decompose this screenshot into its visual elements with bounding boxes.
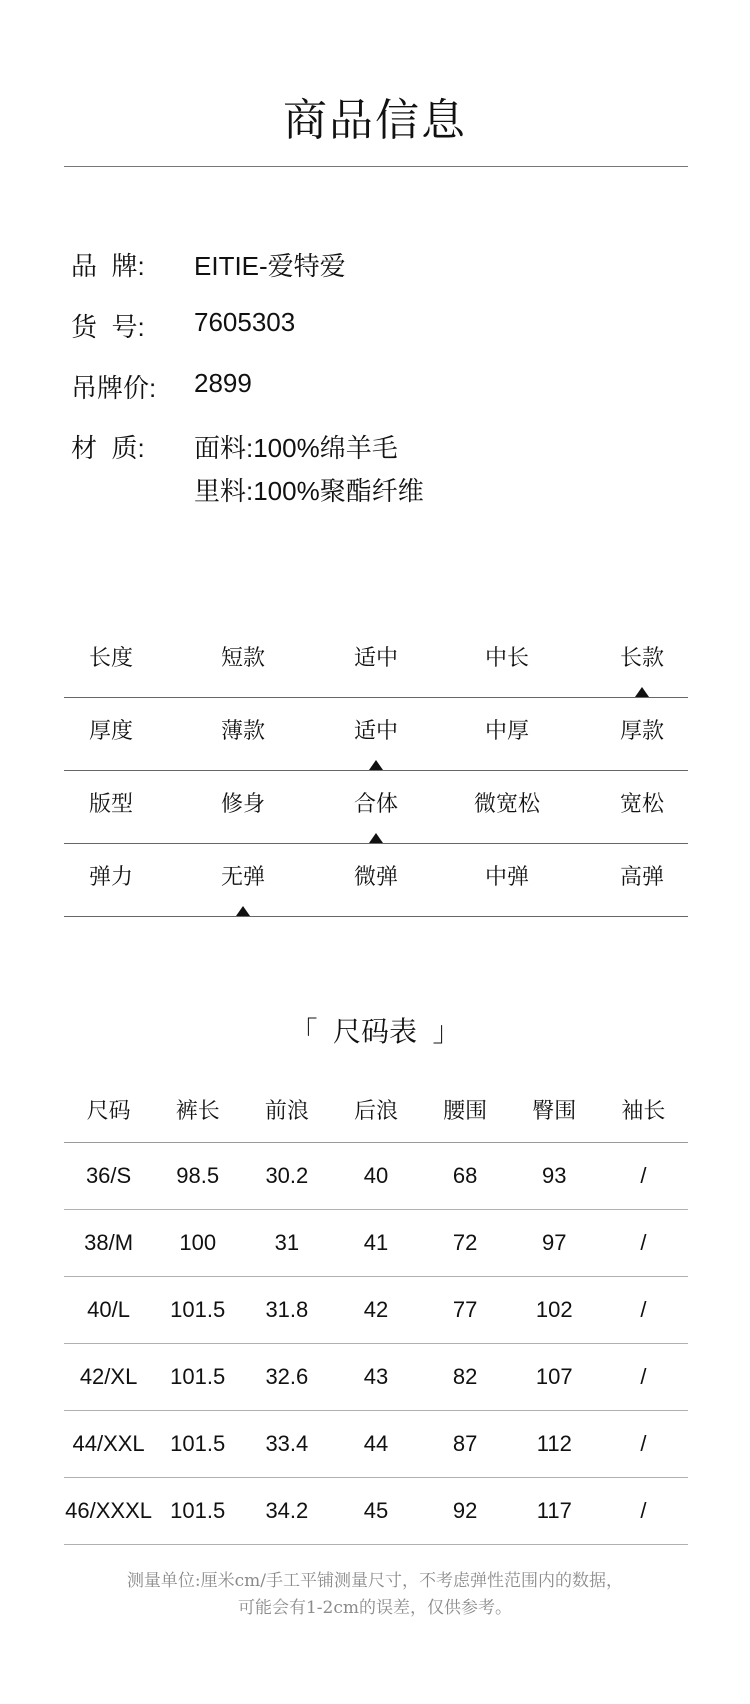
row-divider [64, 916, 688, 917]
column-header: 袖长 [599, 1076, 688, 1143]
size-chart-title: 「 尺码表 」 [289, 1016, 461, 1047]
page-title: 商品信息 [283, 96, 467, 145]
table-cell: 77 [421, 1277, 510, 1344]
column-header: 尺码 [64, 1076, 153, 1143]
table-cell: 41 [331, 1210, 420, 1277]
attribute-option [183, 698, 303, 771]
sku-value: 7605303 [194, 307, 296, 337]
table-cell: 36/S [64, 1143, 153, 1210]
attribute-name [51, 771, 171, 844]
size-chart-note [0, 1568, 750, 1622]
attribute-option [447, 625, 567, 698]
attribute-name-label: 长度 [88, 645, 133, 670]
table-cell: 32.6 [242, 1344, 331, 1411]
attribute-option-label: 合体 [353, 791, 398, 816]
table-cell: 82 [421, 1344, 510, 1411]
attribute-option [316, 771, 436, 844]
table-cell: 97 [510, 1210, 599, 1277]
table-row [64, 1478, 688, 1545]
table-cell: / [599, 1411, 688, 1478]
attribute-option [582, 771, 702, 844]
table-cell: 42/XL [64, 1344, 153, 1411]
table-row [64, 1344, 688, 1411]
table-cell: 44/XXL [64, 1411, 153, 1478]
attribute-option-label: 无弹 [220, 864, 265, 889]
table-cell: 107 [510, 1344, 599, 1411]
column-header: 臀围 [510, 1076, 599, 1143]
table-row [64, 1411, 688, 1478]
attribute-option-label: 适中 [353, 645, 398, 670]
material-lining: 里料:100%聚酯纤维 [194, 476, 424, 506]
table-cell: 101.5 [153, 1478, 242, 1545]
attribute-option-label: 中长 [484, 645, 529, 670]
attribute-name [51, 625, 171, 698]
table-cell: 38/M [64, 1210, 153, 1277]
attribute-option [316, 625, 436, 698]
attribute-row [64, 625, 688, 698]
table-cell: / [599, 1143, 688, 1210]
brand-label: 品 牌: [71, 251, 145, 281]
table-cell: 117 [510, 1478, 599, 1545]
column-header: 裤长 [153, 1076, 242, 1143]
column-header: 前浪 [242, 1076, 331, 1143]
attribute-option-label: 短款 [220, 645, 265, 670]
attribute-option [316, 698, 436, 771]
table-cell: 68 [421, 1143, 510, 1210]
attribute-option-label: 微弹 [353, 864, 398, 889]
attribute-option-label: 高弹 [619, 864, 664, 889]
selected-marker-icon [236, 906, 250, 916]
table-cell: 40/L [64, 1277, 153, 1344]
table-cell: 101.5 [153, 1277, 242, 1344]
table-cell: 44 [331, 1411, 420, 1478]
table-cell: 93 [510, 1143, 599, 1210]
attribute-option [183, 771, 303, 844]
attribute-option [183, 844, 303, 917]
table-cell: 43 [331, 1344, 420, 1411]
table-cell: 100 [153, 1210, 242, 1277]
title-divider [64, 166, 688, 167]
attribute-option-label: 厚款 [619, 718, 664, 743]
attribute-row [64, 698, 688, 771]
material-outer-fabric: 面料:100%绵羊毛 [194, 433, 398, 463]
attribute-option-label: 修身 [220, 791, 265, 816]
size-table-header [64, 1076, 688, 1143]
table-cell: / [599, 1344, 688, 1411]
size-note-line: 可能会有1-2cm的误差，仅供参考。 [237, 1598, 513, 1618]
attribute-name-label: 厚度 [88, 718, 133, 743]
table-row [64, 1277, 688, 1344]
attribute-name [51, 844, 171, 917]
material-label: 材 质: [71, 433, 145, 463]
attribute-name [51, 698, 171, 771]
attribute-option [183, 625, 303, 698]
column-header: 腰围 [421, 1076, 510, 1143]
attribute-option [582, 698, 702, 771]
attribute-option [447, 771, 567, 844]
table-cell: 34.2 [242, 1478, 331, 1545]
table-cell: 33.4 [242, 1411, 331, 1478]
attribute-option-label: 微宽松 [473, 791, 540, 816]
table-row [64, 1210, 688, 1277]
attribute-option [582, 625, 702, 698]
table-cell: 31.8 [242, 1277, 331, 1344]
table-cell: 87 [421, 1411, 510, 1478]
table-cell: / [599, 1277, 688, 1344]
attribute-option [316, 844, 436, 917]
attribute-option [447, 844, 567, 917]
table-cell: 102 [510, 1277, 599, 1344]
attribute-option-label: 中弹 [484, 864, 529, 889]
table-row [64, 1143, 688, 1210]
table-cell: 98.5 [153, 1143, 242, 1210]
table-cell: 112 [510, 1411, 599, 1478]
selected-marker-icon [369, 760, 383, 770]
table-cell: 40 [331, 1143, 420, 1210]
column-header: 后浪 [331, 1076, 420, 1143]
table-cell: 101.5 [153, 1411, 242, 1478]
selected-marker-icon [369, 833, 383, 843]
price-value: 2899 [194, 368, 252, 398]
table-cell: / [599, 1478, 688, 1545]
attribute-row [64, 771, 688, 844]
table-cell: / [599, 1210, 688, 1277]
attribute-option [447, 698, 567, 771]
size-note-line: 测量单位:厘米cm/手工平铺测量尺寸，不考虑弹性范围内的数据， [126, 1571, 624, 1591]
table-cell: 42 [331, 1277, 420, 1344]
attribute-name-label: 弹力 [88, 864, 133, 889]
attribute-option-label: 长款 [619, 645, 664, 670]
table-cell: 46/XXXL [64, 1478, 153, 1545]
brand-value: EITIE-爱特爱 [194, 251, 346, 281]
size-table [64, 1076, 688, 1545]
attribute-option-label: 宽松 [619, 791, 664, 816]
attribute-option [582, 844, 702, 917]
table-cell: 31 [242, 1210, 331, 1277]
attribute-option-label: 中厚 [484, 718, 529, 743]
table-cell: 92 [421, 1478, 510, 1545]
price-label: 吊牌价: [71, 373, 157, 403]
sku-label: 货 号: [71, 312, 145, 342]
selected-marker-icon [635, 687, 649, 697]
attribute-option-label: 适中 [353, 718, 398, 743]
attribute-row [64, 844, 688, 917]
attribute-name-label: 版型 [88, 791, 133, 816]
attribute-option-label: 薄款 [220, 718, 265, 743]
table-cell: 72 [421, 1210, 510, 1277]
table-cell: 45 [331, 1478, 420, 1545]
table-cell: 101.5 [153, 1344, 242, 1411]
table-cell: 30.2 [242, 1143, 331, 1210]
